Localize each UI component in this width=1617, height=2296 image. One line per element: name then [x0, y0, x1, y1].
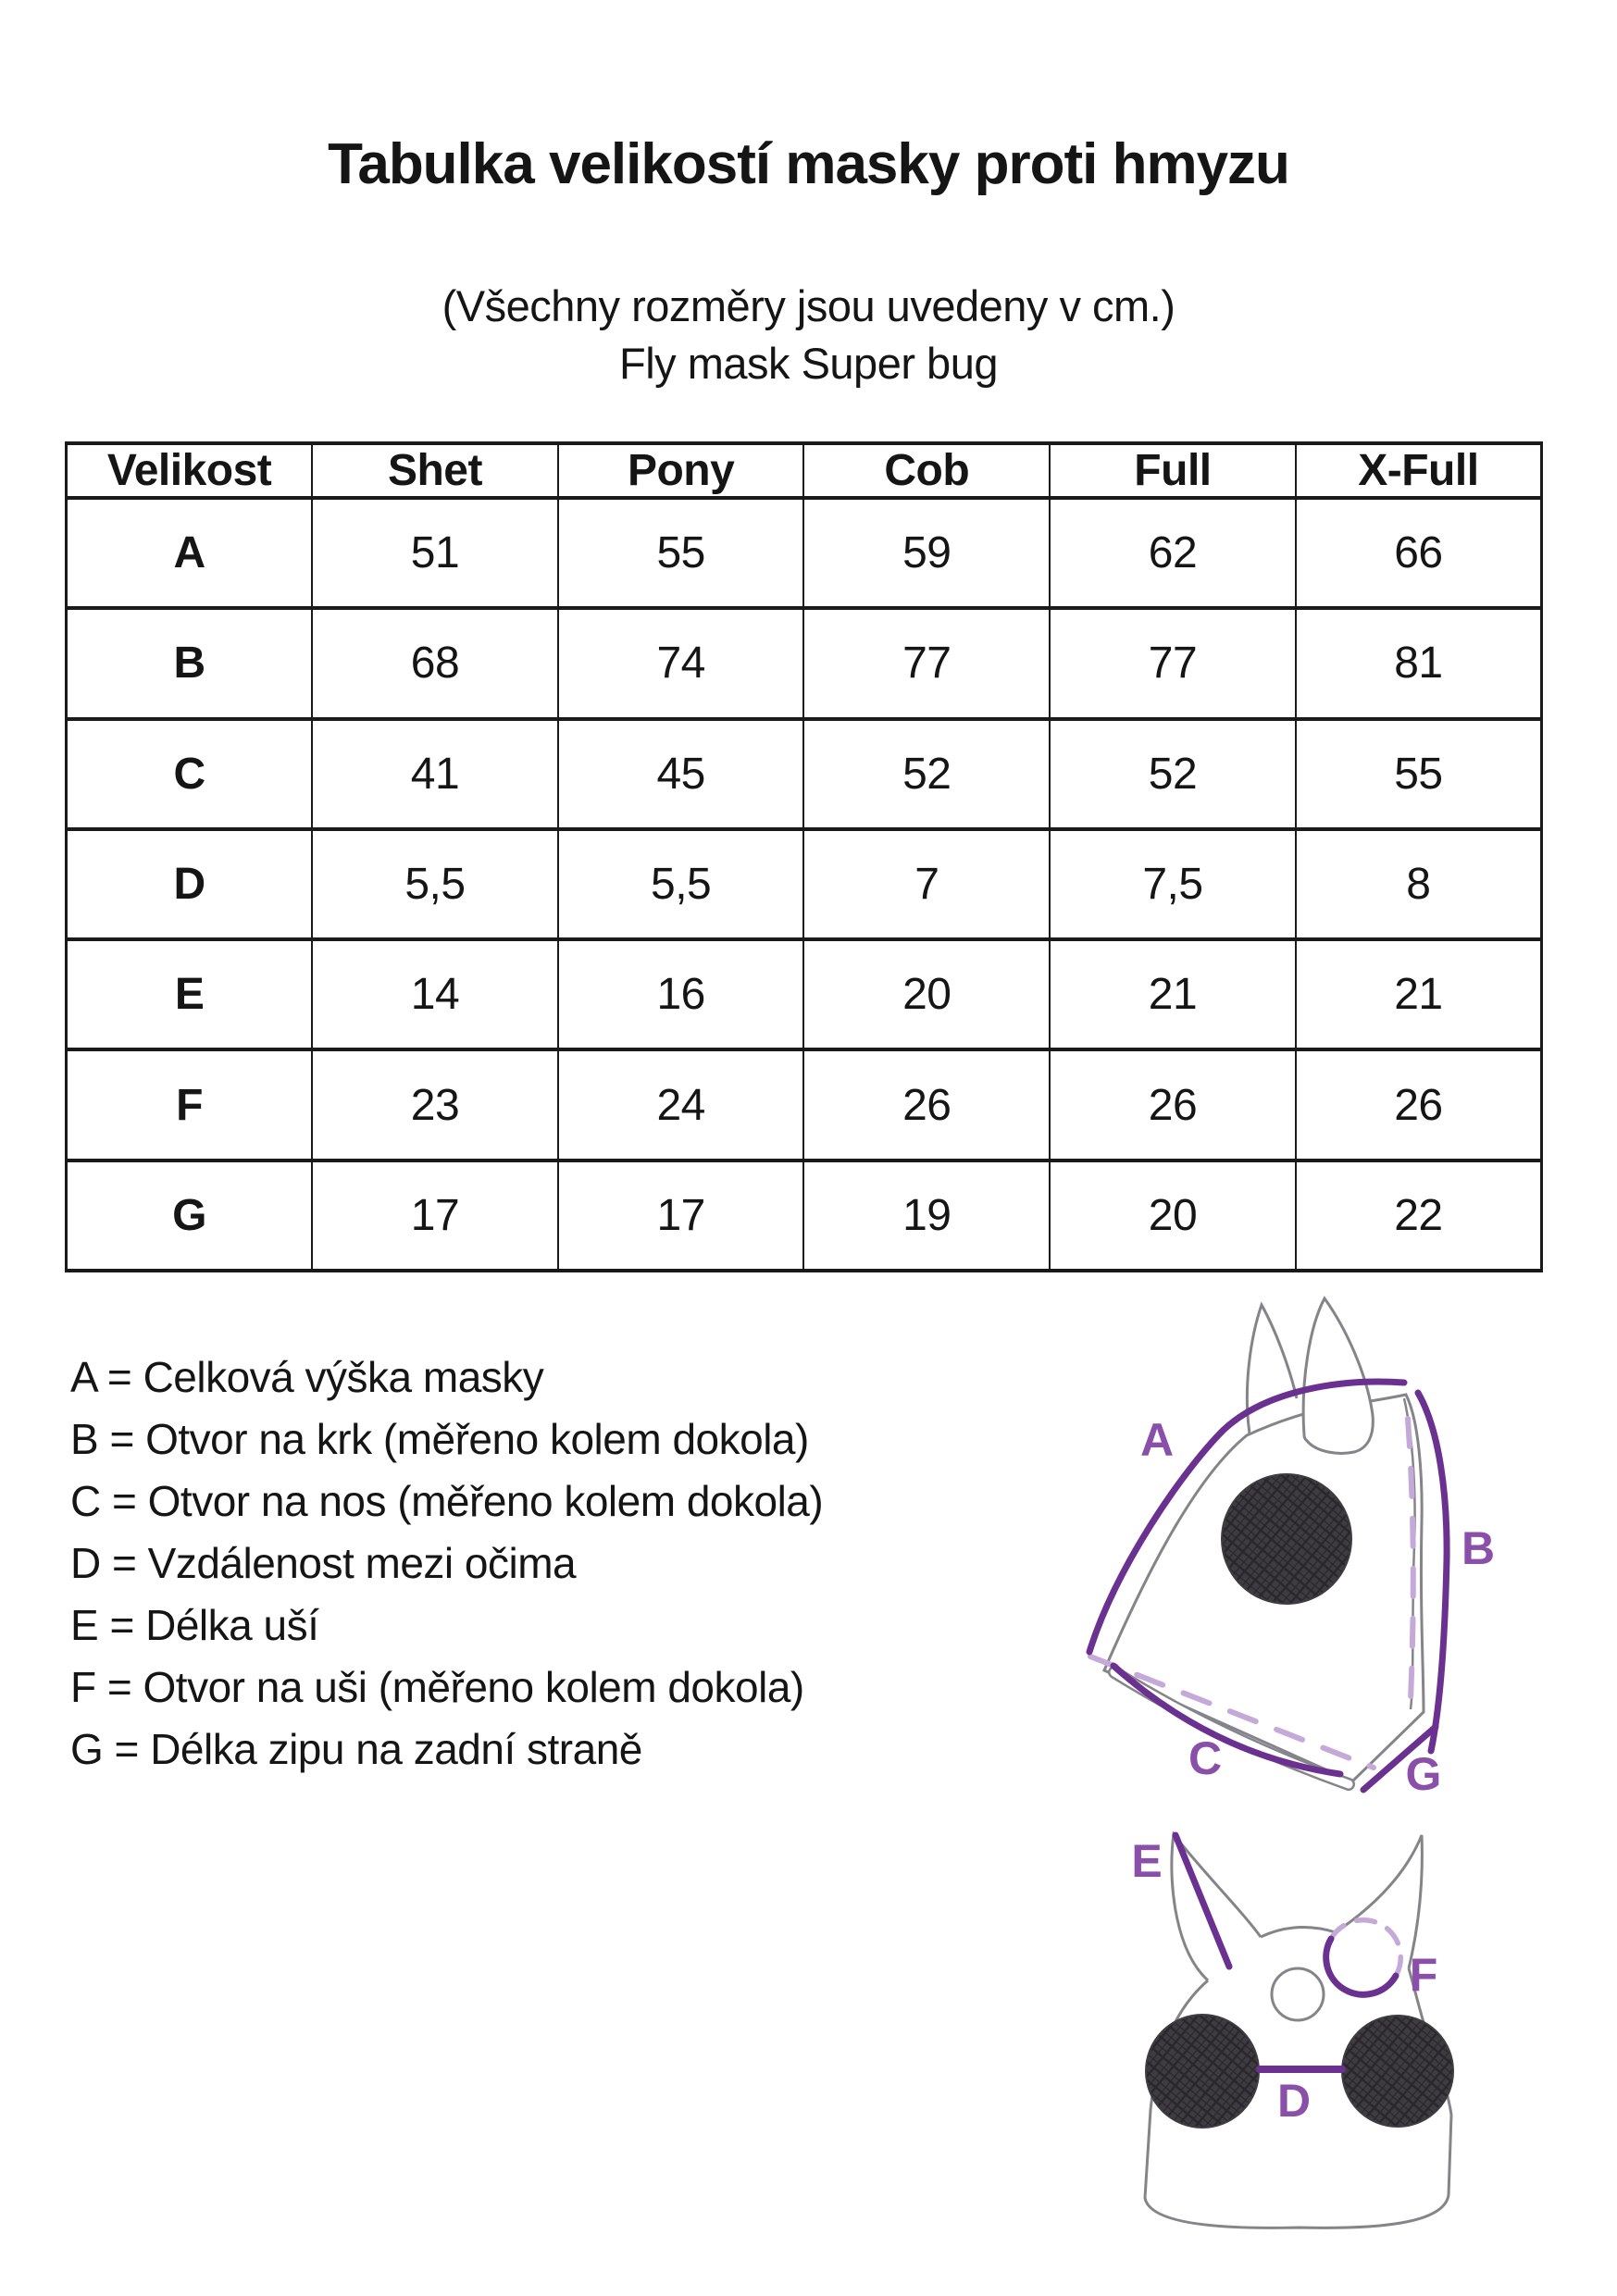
legend-item-e: E = Délka uší — [70, 1601, 319, 1649]
table-row — [67, 939, 1542, 1049]
mask-left-eye-mesh — [1146, 2015, 1259, 2128]
size-value: 17 — [558, 1160, 804, 1271]
row-label: B — [67, 608, 313, 718]
subtitle-product-name: Fly mask Super bug — [619, 339, 998, 388]
row-label: G — [67, 1160, 313, 1271]
size-value: 5,5 — [558, 829, 804, 939]
measurement-legend — [70, 1347, 823, 1781]
size-value: 45 — [558, 719, 804, 829]
size-value: 16 — [558, 939, 804, 1049]
size-value: 24 — [558, 1049, 804, 1160]
size-value: 68 — [312, 608, 558, 718]
size-value: 23 — [312, 1049, 558, 1160]
table-row — [67, 1049, 1542, 1160]
legend-item-a: A = Celková výška masky — [70, 1353, 544, 1401]
legend-item-f: F = Otvor na uši (měřeno kolem dokola) — [70, 1663, 804, 1711]
size-value: 55 — [558, 498, 804, 608]
mask-left-ear — [1247, 1305, 1297, 1433]
size-value: 26 — [1296, 1049, 1542, 1160]
column-header-xfull: X-Full — [1296, 443, 1542, 498]
size-value: 14 — [312, 939, 558, 1049]
mask-right-eye-mesh — [1342, 2016, 1453, 2127]
size-value: 22 — [1296, 1160, 1542, 1271]
size-value: 77 — [1050, 608, 1296, 718]
measure-label-b: B — [1461, 1522, 1496, 1574]
size-value: 17 — [312, 1160, 558, 1271]
column-header-shet: Shet — [312, 443, 558, 498]
measure-label-c: C — [1188, 1732, 1223, 1784]
legend-item-c: C = Otvor na nos (měřeno kolem dokola) — [70, 1477, 824, 1525]
column-header-full: Full — [1050, 443, 1296, 498]
row-label: E — [67, 939, 313, 1049]
size-table — [65, 441, 1543, 1272]
measure-label-e: E — [1131, 1835, 1163, 1887]
size-value: 21 — [1296, 939, 1542, 1049]
fly-mask-side-view-diagram — [1062, 1282, 1617, 1800]
page-subtitle — [0, 278, 1617, 392]
fly-mask-front-view-diagram — [1062, 1800, 1617, 2296]
size-table-header — [67, 443, 1542, 498]
column-header-cob: Cob — [803, 443, 1050, 498]
table-row — [67, 608, 1542, 718]
measure-label-g: G — [1405, 1748, 1442, 1800]
mask-front-dome — [1261, 1928, 1336, 1937]
size-value: 59 — [803, 498, 1050, 608]
size-value: 20 — [803, 939, 1050, 1049]
header-row — [67, 443, 1542, 498]
size-value: 52 — [1050, 719, 1296, 829]
table-row — [67, 498, 1542, 608]
size-value: 8 — [1296, 829, 1542, 939]
size-value: 21 — [1050, 939, 1296, 1049]
size-value: 7 — [803, 829, 1050, 939]
measure-label-f: F — [1409, 1949, 1438, 2001]
measure-label-a: A — [1139, 1414, 1175, 1466]
size-value: 5,5 — [312, 829, 558, 939]
row-label: F — [67, 1049, 313, 1160]
row-label: C — [67, 719, 313, 829]
measure-label-d: D — [1276, 2075, 1312, 2127]
row-label: D — [67, 829, 313, 939]
legend-item-b: B = Otvor na krk (měřeno kolem dokola) — [70, 1415, 809, 1463]
table-row — [67, 1160, 1542, 1271]
size-value: 51 — [312, 498, 558, 608]
subtitle-note: (Všechny rozměry jsou uvedeny v cm.) — [442, 281, 1175, 330]
size-value: 66 — [1296, 498, 1542, 608]
page-title: Tabulka velikostí masky proti hmyzu — [328, 131, 1289, 196]
column-header-pony: Pony — [558, 443, 804, 498]
size-value: 62 — [1050, 498, 1296, 608]
mask-eye-mesh — [1222, 1474, 1351, 1604]
size-value: 19 — [803, 1160, 1050, 1271]
size-value: 81 — [1296, 608, 1542, 718]
size-value: 7,5 — [1050, 829, 1296, 939]
size-value: 55 — [1296, 719, 1542, 829]
table-row — [67, 719, 1542, 829]
size-value: 77 — [803, 608, 1050, 718]
size-value: 41 — [312, 719, 558, 829]
size-value: 20 — [1050, 1160, 1296, 1271]
size-value: 26 — [1050, 1049, 1296, 1160]
legend-item-d: D = Vzdálenost mezi očima — [70, 1539, 577, 1587]
table-row — [67, 829, 1542, 939]
row-label: A — [67, 498, 313, 608]
size-value: 52 — [803, 719, 1050, 829]
size-value: 74 — [558, 608, 804, 718]
mask-right-ear — [1303, 1298, 1373, 1453]
column-header-velikost: Velikost — [67, 443, 313, 498]
size-value: 26 — [803, 1049, 1050, 1160]
legend-item-g: G = Délka zipu na zadní straně — [70, 1725, 642, 1773]
mask-forehead-hole — [1272, 1968, 1324, 2020]
